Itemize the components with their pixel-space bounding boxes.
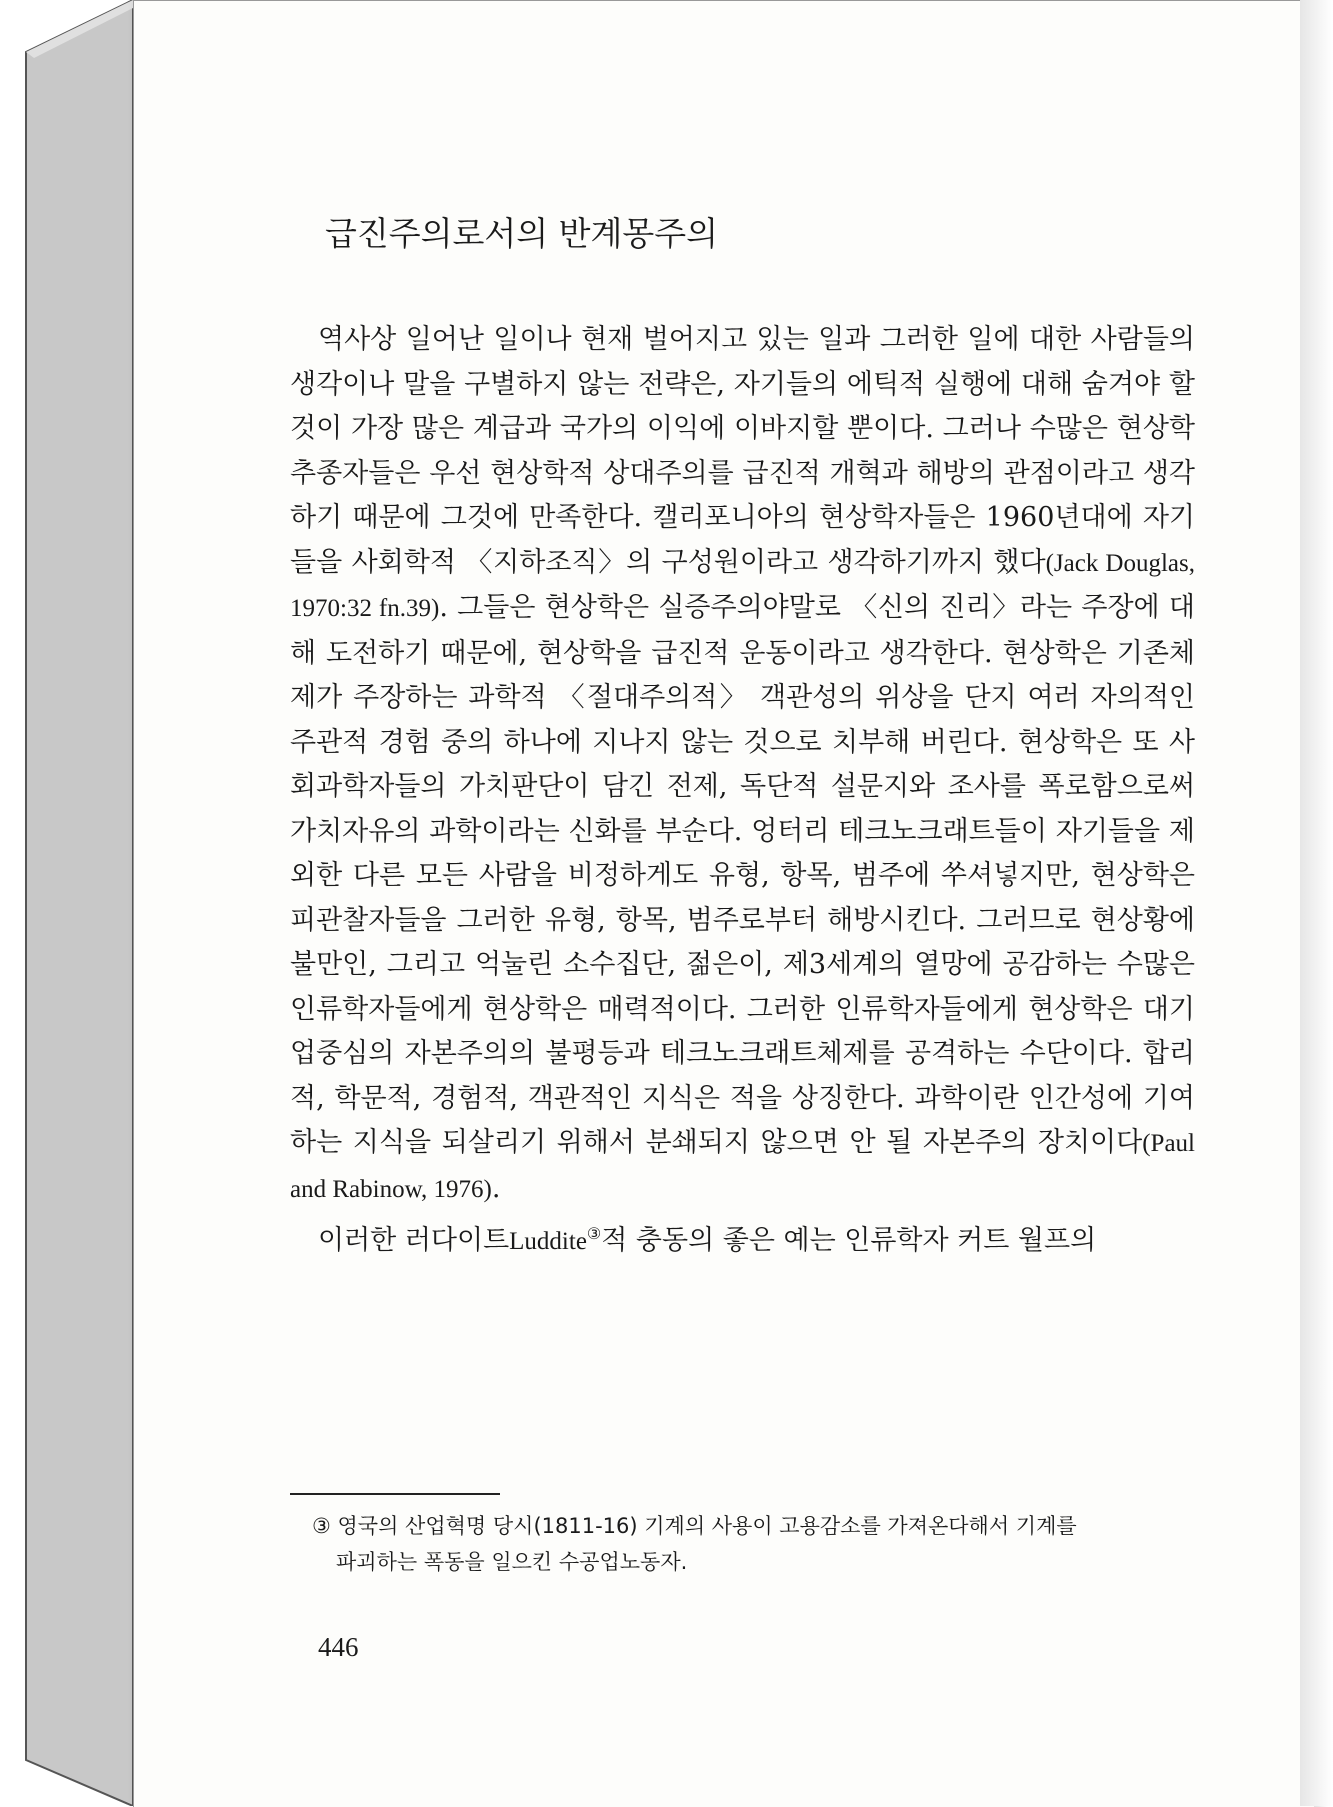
- page-edge-shadow: [1300, 0, 1333, 1806]
- footnote-text-continued: 파괴하는 폭동을 일으킨 수공업노동자.: [336, 1550, 688, 1574]
- paragraph: [290, 1212, 1195, 1265]
- page-number: 446: [318, 1632, 359, 1662]
- footnote-text: 영국의 산업혁명 당시(1811-16) 기계의 사용이 고용감소를 가져온다해서 기계를: [337, 1514, 1077, 1538]
- footnote-divider: [290, 1493, 500, 1495]
- paragraph-text: . 그들은 현상학은 실증주의야말로 〈신의 진리〉라는 주장에 대해 도전하기 때문에, 현상학을 급진적 운동이라고 생각한다. 현상학은 기존체제가 주장하는 과학적 〈절대주의적〉 객관성의 위상을 단지 여러 자의적인 주관적 경험 중의 하나에 지나지 않는 것으로 치부해 버린다. 현상학은 또 사회과학자들의 가치판단이 담긴 전제, 독단적 설문지와 조사를 폭로함으로써 가치자유의 과학이라는 신화를 부순다. 엉터리 테크노크래트들이 자기들을 제외한 다른 모든 사람을 비정하게도 유형, 항목, 범주에 쑤셔넣지만, 현상학은 피관찰자들을 그러한 유형, 항목, 범주로부터 해방시킨다. 그러므로 현상황에 불만인, 그리고 억눌린 소수집단, 젊은이, 제3세계의 열망에 공감하는 수많은 인류학자들에게 현상학은 매력적이다. 그러한 인류학자들에게 현상학은 대기업중심의 자본주의의 불평등과 테크노크래트체제를 공격하는 수단이다. 합리적, 학문적, 경험적, 객관적인 지식은 적을 상징한다. 과학이란 인간성에 기여하는 지식을 되살리기 위해서 분쇄되지 않으면 안 될 자본주의 장치이다: [290, 592, 1195, 1158]
- luddite-term: Luddite: [509, 1228, 587, 1255]
- footnote: [312, 1508, 1197, 1580]
- citation: (Paul and Rabinow, 1976): [290, 1130, 1195, 1203]
- section-heading: 급진주의로서의 반계몽주의: [325, 214, 719, 253]
- citation: (Jack Douglas, 1970:32 fn.39): [290, 549, 1195, 622]
- paragraph-text: 적 충동의 좋은 예는 인류학자 커트 월프의: [601, 1225, 1097, 1256]
- paragraph: [290, 318, 1195, 1212]
- footnote-reference[interactable]: ③: [586, 1224, 602, 1243]
- footnote-marker: ③: [312, 1514, 331, 1538]
- paragraph-text: 역사상 일어난 일이나 현재 벌어지고 있는 일과 그러한 일에 대한 사람들의 생각이나 말을 구별하지 않는 전략은, 자기들의 에틱적 실행에 대해 숨겨야 할 것이 가장 많은 계급과 국가의 이익에 이바지할 뿐이다. 그러나 수많은 현상학 추종자들은 우선 현상학적 상대주의를 급진적 개혁과 해방의 관점이라고 생각하기 때문에 그것에 만족한다. 캘리포니아의 현상학자들은 1960년대에 자기들을 사회학적 〈지하조직〉의 구성원이라고 생각하기까지 했다: [290, 324, 1195, 578]
- paragraph-text: .: [491, 1172, 501, 1204]
- body-text: [290, 318, 1195, 1265]
- paragraph-text: 이러한 러다이트: [318, 1225, 510, 1256]
